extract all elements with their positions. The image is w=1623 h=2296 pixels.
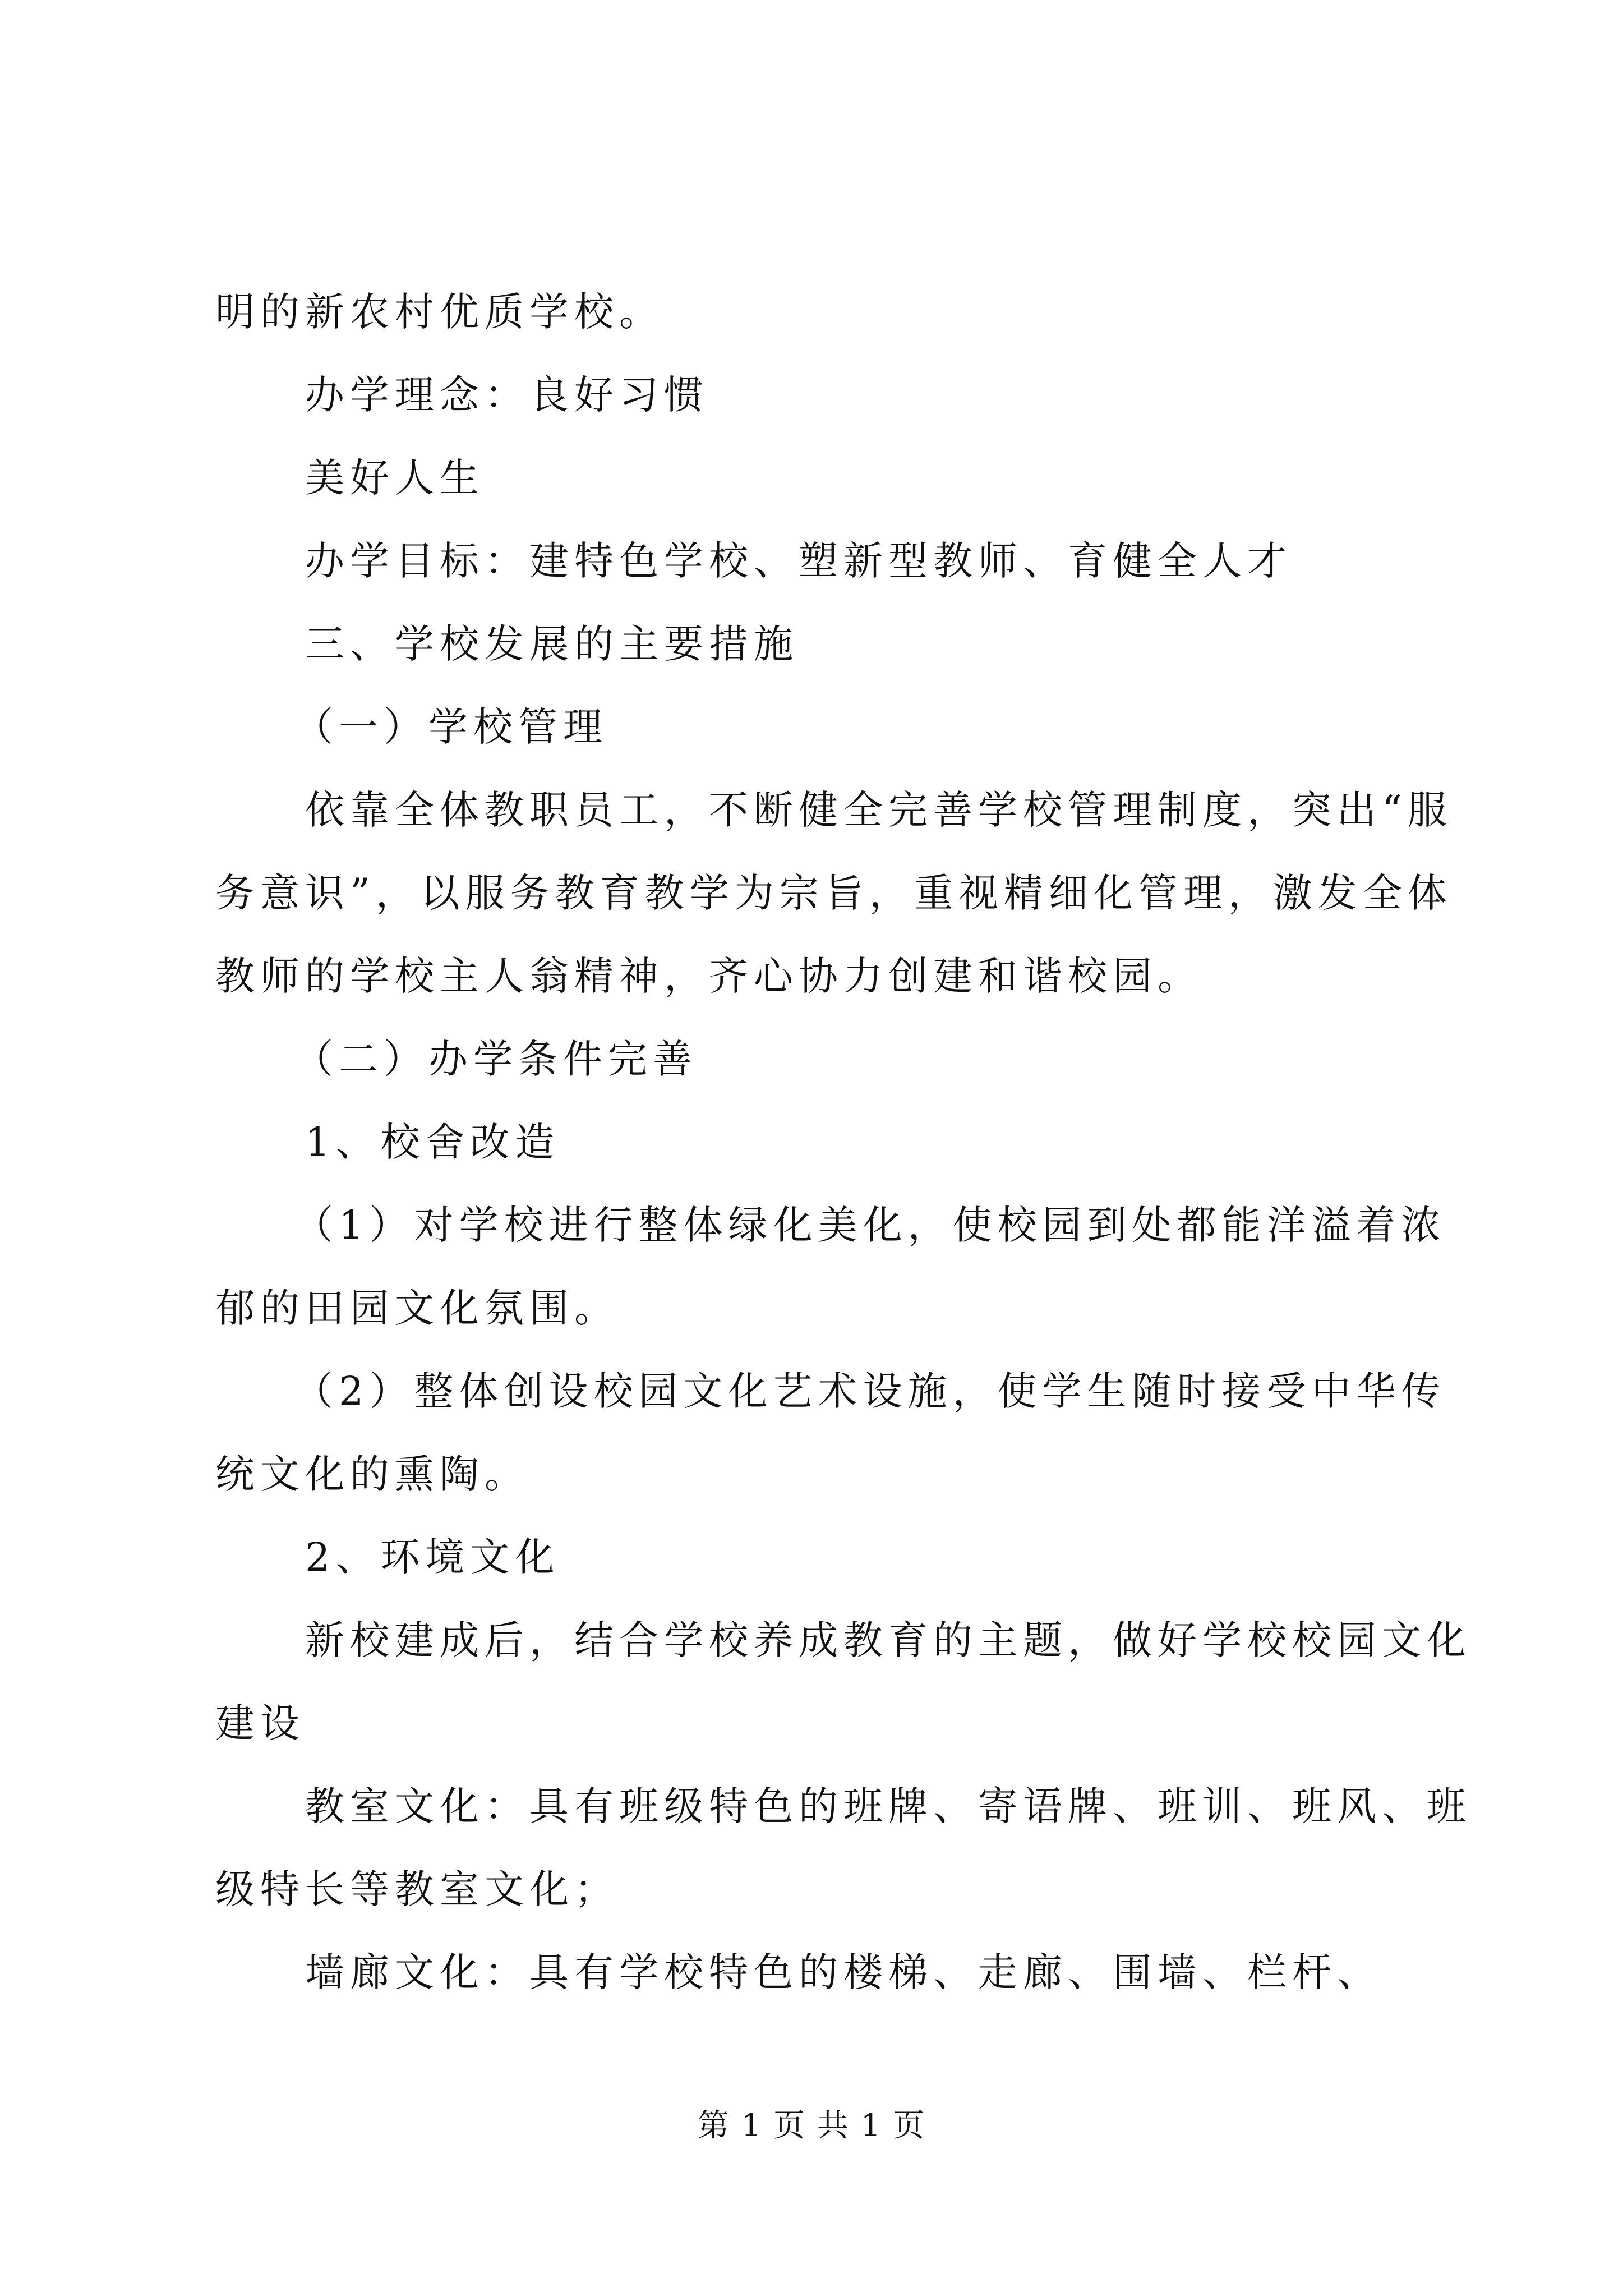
- paragraph-line: 统文化的熏陶。: [215, 1451, 529, 1497]
- paragraph-line: 明的新农村优质学校。: [215, 289, 664, 335]
- paragraph-line: 办学理念：良好习惯: [305, 372, 709, 418]
- subsection-heading: （二）办学条件完善: [294, 1036, 698, 1082]
- subsection-heading: （一）学校管理: [294, 704, 608, 750]
- item-heading: 1、校舍改造: [305, 1119, 560, 1165]
- paragraph-line: 郁的田园文化氛围。: [215, 1285, 619, 1331]
- paragraph-line: 教室文化：具有班级特色的班牌、寄语牌、班训、班风、班: [305, 1783, 1472, 1829]
- paragraph-line: 务意识”，以服务教育教学为宗旨，重视精细化管理，激发全体: [215, 870, 1453, 916]
- section-heading: 三、学校发展的主要措施: [305, 621, 799, 667]
- page-footer: 第 1 页 共 1 页: [697, 2108, 926, 2144]
- paragraph-line: 美好人生: [305, 455, 485, 501]
- paragraph-line: （2）整体创设校园文化艺术设施，使学生随时接受中华传: [294, 1368, 1446, 1414]
- document-body: [215, 289, 1472, 2035]
- paragraph-line: 级特长等教室文化；: [215, 1866, 619, 1912]
- item-heading: 2、环境文化: [305, 1534, 560, 1580]
- paragraph-line: 建设: [215, 1700, 305, 1746]
- paragraph-line: （1）对学校进行整体绿化美化，使校园到处都能洋溢着浓: [294, 1202, 1446, 1248]
- paragraph-line: 墙廊文化：具有学校特色的楼梯、走廊、围墙、栏杆、: [305, 1949, 1382, 1995]
- paragraph-line: 依靠全体教职员工，不断健全完善学校管理制度，突出“服: [305, 787, 1453, 833]
- paragraph-line: 教师的学校主人翁精神，齐心协力创建和谐校园。: [215, 953, 1202, 999]
- paragraph-line: 新校建成后，结合学校养成教育的主题，做好学校校园文化: [305, 1617, 1472, 1663]
- paragraph-line: 办学目标：建特色学校、塑新型教师、育健全人才: [305, 538, 1292, 584]
